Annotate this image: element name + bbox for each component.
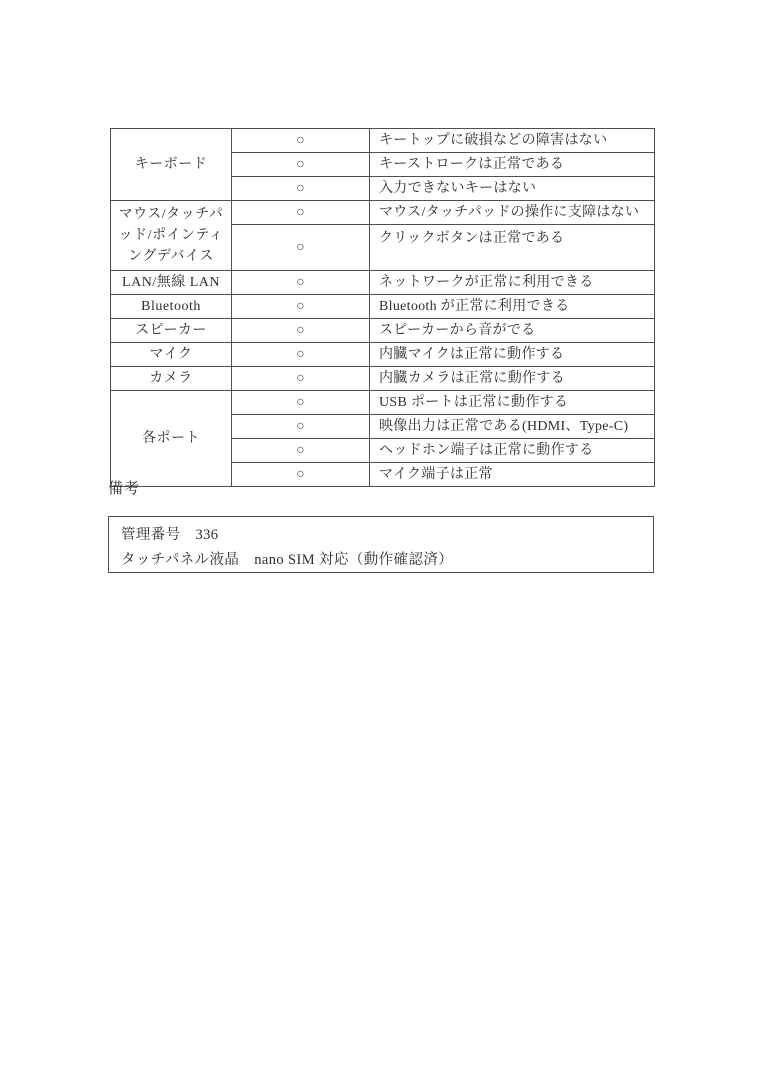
category-cell-bluetooth: Bluetooth <box>111 295 232 319</box>
table-row <box>111 295 655 319</box>
note-line-features: タッチパネル液晶 nano SIM 対応（動作確認済） <box>121 552 454 568</box>
result-cell: 内臓カメラは正常に動作する <box>370 367 655 391</box>
check-mark-cell: ○ <box>232 319 370 343</box>
result-cell: マイク端子は正常 <box>370 463 655 487</box>
result-cell: クリックボタンは正常である <box>370 225 655 271</box>
check-mark-cell: ○ <box>232 391 370 415</box>
check-mark-cell: ○ <box>232 225 370 271</box>
remarks-label: 備考 <box>108 481 141 497</box>
check-mark-cell: ○ <box>232 271 370 295</box>
table-row <box>111 129 655 153</box>
result-cell: USB ポートは正常に動作する <box>370 391 655 415</box>
category-cell-ports: 各ポート <box>111 391 232 487</box>
notes-box <box>108 516 654 573</box>
check-mark-cell: ○ <box>232 129 370 153</box>
result-cell: スピーカーから音がでる <box>370 319 655 343</box>
table-row <box>111 319 655 343</box>
category-cell-speaker: スピーカー <box>111 319 232 343</box>
table-row <box>111 367 655 391</box>
result-cell: 入力できないキーはない <box>370 177 655 201</box>
check-mark-cell: ○ <box>232 439 370 463</box>
table-row <box>111 343 655 367</box>
result-cell: キーストロークは正常である <box>370 153 655 177</box>
result-cell: 映像出力は正常である(HDMI、Type-C) <box>370 415 655 439</box>
result-cell: ネットワークが正常に利用できる <box>370 271 655 295</box>
result-cell: 内臓マイクは正常に動作する <box>370 343 655 367</box>
check-mark-cell: ○ <box>232 201 370 225</box>
category-cell-lan: LAN/無線 LAN <box>111 271 232 295</box>
check-mark-cell: ○ <box>232 343 370 367</box>
note-line-management-number: 管理番号 336 <box>121 527 219 543</box>
check-mark-cell: ○ <box>232 177 370 201</box>
inspection-table <box>110 128 655 487</box>
category-cell-mouse: マウス/タッチパッド/ポインティングデバイス <box>111 201 232 271</box>
result-cell: マウス/タッチパッドの操作に支障はない <box>370 201 655 225</box>
check-mark-cell: ○ <box>232 153 370 177</box>
category-cell-camera: カメラ <box>111 367 232 391</box>
result-cell: ヘッドホン端子は正常に動作する <box>370 439 655 463</box>
table-row <box>111 201 655 225</box>
check-mark-cell: ○ <box>232 463 370 487</box>
check-mark-cell: ○ <box>232 415 370 439</box>
table-row <box>111 391 655 415</box>
result-cell: Bluetooth が正常に利用できる <box>370 295 655 319</box>
category-cell-mic: マイク <box>111 343 232 367</box>
category-cell-keyboard: キーボード <box>111 129 232 201</box>
check-mark-cell: ○ <box>232 367 370 391</box>
check-mark-cell: ○ <box>232 295 370 319</box>
table-row <box>111 271 655 295</box>
result-cell: キートップに破損などの障害はない <box>370 129 655 153</box>
